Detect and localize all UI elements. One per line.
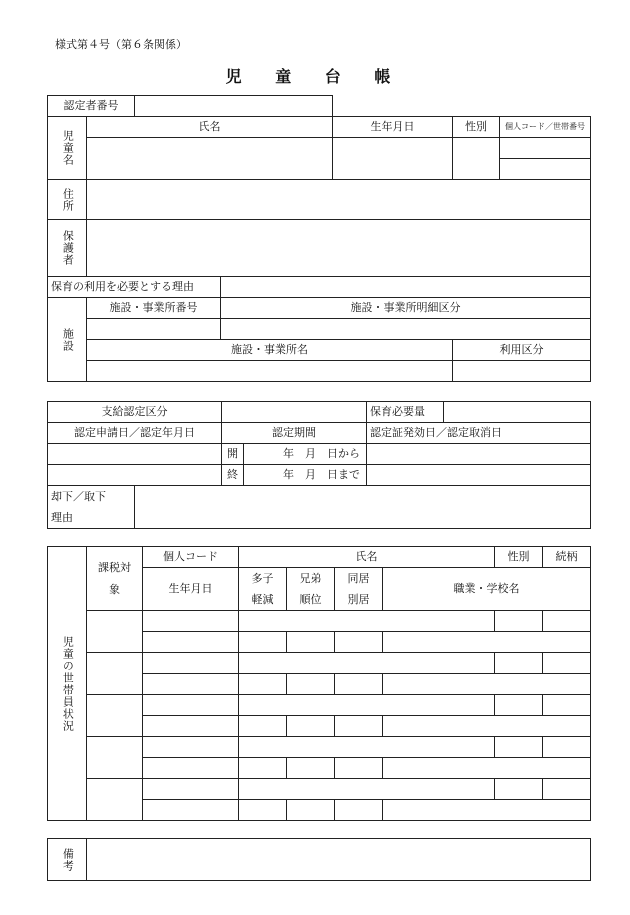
facility-detail-field[interactable] xyxy=(221,319,591,340)
sibling-order-header: 兄弟順位 xyxy=(287,568,335,611)
member-sex-field[interactable] xyxy=(495,737,543,758)
certification-table xyxy=(47,401,591,529)
guardian-field[interactable] xyxy=(87,220,591,277)
member-dob-field[interactable] xyxy=(143,800,239,821)
start-mark: 開 xyxy=(222,444,244,465)
child-sex-field[interactable] xyxy=(453,138,500,180)
member-multi-field[interactable] xyxy=(239,674,287,695)
child-info-table xyxy=(47,95,591,382)
remarks-field[interactable] xyxy=(87,839,591,881)
member-name-field[interactable] xyxy=(239,779,495,800)
cohabit-header: 同居別居 xyxy=(335,568,383,611)
cert-issue-field[interactable] xyxy=(367,444,591,465)
member-sibling-field[interactable] xyxy=(287,674,335,695)
pay-class-label: 支給認定区分 xyxy=(48,402,222,423)
member-job-field[interactable] xyxy=(383,632,591,653)
member-code-field[interactable] xyxy=(143,611,239,632)
member-tax-field[interactable] xyxy=(87,653,143,695)
household-no-field[interactable] xyxy=(500,159,591,180)
page-title: 児 童 台 帳 xyxy=(225,67,405,86)
member-name-field[interactable] xyxy=(239,653,495,674)
facility-no-header: 施設・事業所番号 xyxy=(87,298,221,319)
usage-type-header: 利用区分 xyxy=(453,340,591,361)
address-label: 住所 xyxy=(48,180,87,220)
care-need-label: 保育必要量 xyxy=(367,402,444,423)
reject-reason-label: 却下／取下理由 xyxy=(48,486,135,529)
member-multi-field[interactable] xyxy=(239,758,287,779)
member-cohabit-field[interactable] xyxy=(335,800,383,821)
member-job-field[interactable] xyxy=(383,674,591,695)
member-tax-field[interactable] xyxy=(87,737,143,779)
member-code-field[interactable] xyxy=(143,737,239,758)
child-dob-field[interactable] xyxy=(333,138,453,180)
period-from[interactable]: 年 月 日から xyxy=(244,444,367,465)
member-cohabit-field[interactable] xyxy=(335,674,383,695)
apply-date-label: 認定申請日／認定年月日 xyxy=(48,423,222,444)
facility-no-field[interactable] xyxy=(87,319,221,340)
cert-issue-label: 認定証発効日／認定取消日 xyxy=(367,423,591,444)
member-multi-field[interactable] xyxy=(239,800,287,821)
guardian-label: 保護者 xyxy=(48,220,87,277)
member-multi-field[interactable] xyxy=(239,632,287,653)
sex-col-header: 性別 xyxy=(453,117,500,138)
member-dob-field[interactable] xyxy=(143,758,239,779)
member-name-field[interactable] xyxy=(239,737,495,758)
member-cohabit-field[interactable] xyxy=(335,716,383,737)
member-dob-field[interactable] xyxy=(143,674,239,695)
member-multi-field[interactable] xyxy=(239,716,287,737)
member-sibling-field[interactable] xyxy=(287,632,335,653)
member-relation-field[interactable] xyxy=(543,653,591,674)
reason-field[interactable] xyxy=(221,277,591,298)
facility-name-header: 施設・事業所名 xyxy=(87,340,453,361)
member-relation-field[interactable] xyxy=(543,611,591,632)
dob-col-header: 生年月日 xyxy=(333,117,453,138)
tax-target-label: 課税対象 xyxy=(87,547,143,611)
apply-date-field[interactable] xyxy=(48,444,222,465)
cert-cancel-field[interactable] xyxy=(367,465,591,486)
cert-date-field[interactable] xyxy=(48,465,222,486)
remarks-label: 備考 xyxy=(48,839,87,881)
member-tax-field[interactable] xyxy=(87,611,143,653)
member-tax-field[interactable] xyxy=(87,695,143,737)
member-sibling-field[interactable] xyxy=(287,758,335,779)
facility-detail-header: 施設・事業所明細区分 xyxy=(221,298,591,319)
child-name-field[interactable] xyxy=(87,138,333,180)
personal-code-field[interactable] xyxy=(500,138,591,159)
member-sibling-field[interactable] xyxy=(287,800,335,821)
child-name-label: 児童名 xyxy=(48,117,87,180)
member-name-field[interactable] xyxy=(239,611,495,632)
facility-name-field[interactable] xyxy=(87,361,453,382)
member-relation-field[interactable] xyxy=(543,737,591,758)
member-dob-header: 生年月日 xyxy=(143,568,239,611)
household-table xyxy=(47,546,591,821)
address-field[interactable] xyxy=(87,180,591,220)
member-sex-field[interactable] xyxy=(495,779,543,800)
member-code-field[interactable] xyxy=(143,695,239,716)
personal-code-header: 個人コード xyxy=(143,547,239,568)
member-relation-field[interactable] xyxy=(543,695,591,716)
reason-label: 保育の利用を必要とする理由 xyxy=(48,277,221,298)
reject-reason-field[interactable] xyxy=(135,486,591,529)
period-label: 認定期間 xyxy=(222,423,367,444)
code-col-header: 個人コード／世帯番号 xyxy=(500,117,591,138)
member-dob-field[interactable] xyxy=(143,716,239,737)
period-to[interactable]: 年 月 日まで xyxy=(244,465,367,486)
member-sex-field[interactable] xyxy=(495,695,543,716)
member-job-field[interactable] xyxy=(383,800,591,821)
member-code-field[interactable] xyxy=(143,653,239,674)
care-need-field[interactable] xyxy=(444,402,591,423)
facility-label: 施設 xyxy=(48,298,87,382)
job-school-header: 職業・学校名 xyxy=(383,568,591,611)
member-relation-field[interactable] xyxy=(543,779,591,800)
member-job-field[interactable] xyxy=(383,716,591,737)
member-name-header: 氏名 xyxy=(239,547,495,568)
member-cohabit-field[interactable] xyxy=(335,632,383,653)
member-job-field[interactable] xyxy=(383,758,591,779)
member-code-field[interactable] xyxy=(143,779,239,800)
form-number: 様式第４号（第６条関係） xyxy=(55,38,187,51)
remarks-table xyxy=(47,838,591,881)
end-mark: 終 xyxy=(222,465,244,486)
member-dob-field[interactable] xyxy=(143,632,239,653)
multi-child-header: 多子軽減 xyxy=(239,568,287,611)
member-relation-header: 続柄 xyxy=(543,547,591,568)
pay-class-field[interactable] xyxy=(222,402,367,423)
member-cohabit-field[interactable] xyxy=(335,758,383,779)
member-tax-field[interactable] xyxy=(87,779,143,821)
usage-type-field[interactable] xyxy=(453,361,591,382)
cert-no-field[interactable] xyxy=(135,96,333,117)
cert-no-label: 認定者番号 xyxy=(48,96,135,117)
member-sex-field[interactable] xyxy=(495,653,543,674)
member-sibling-field[interactable] xyxy=(287,716,335,737)
household-side-label: 児童の世帯員状況 xyxy=(48,547,87,821)
member-sex-header: 性別 xyxy=(495,547,543,568)
member-sex-field[interactable] xyxy=(495,611,543,632)
member-name-field[interactable] xyxy=(239,695,495,716)
name-col-header: 氏名 xyxy=(87,117,333,138)
